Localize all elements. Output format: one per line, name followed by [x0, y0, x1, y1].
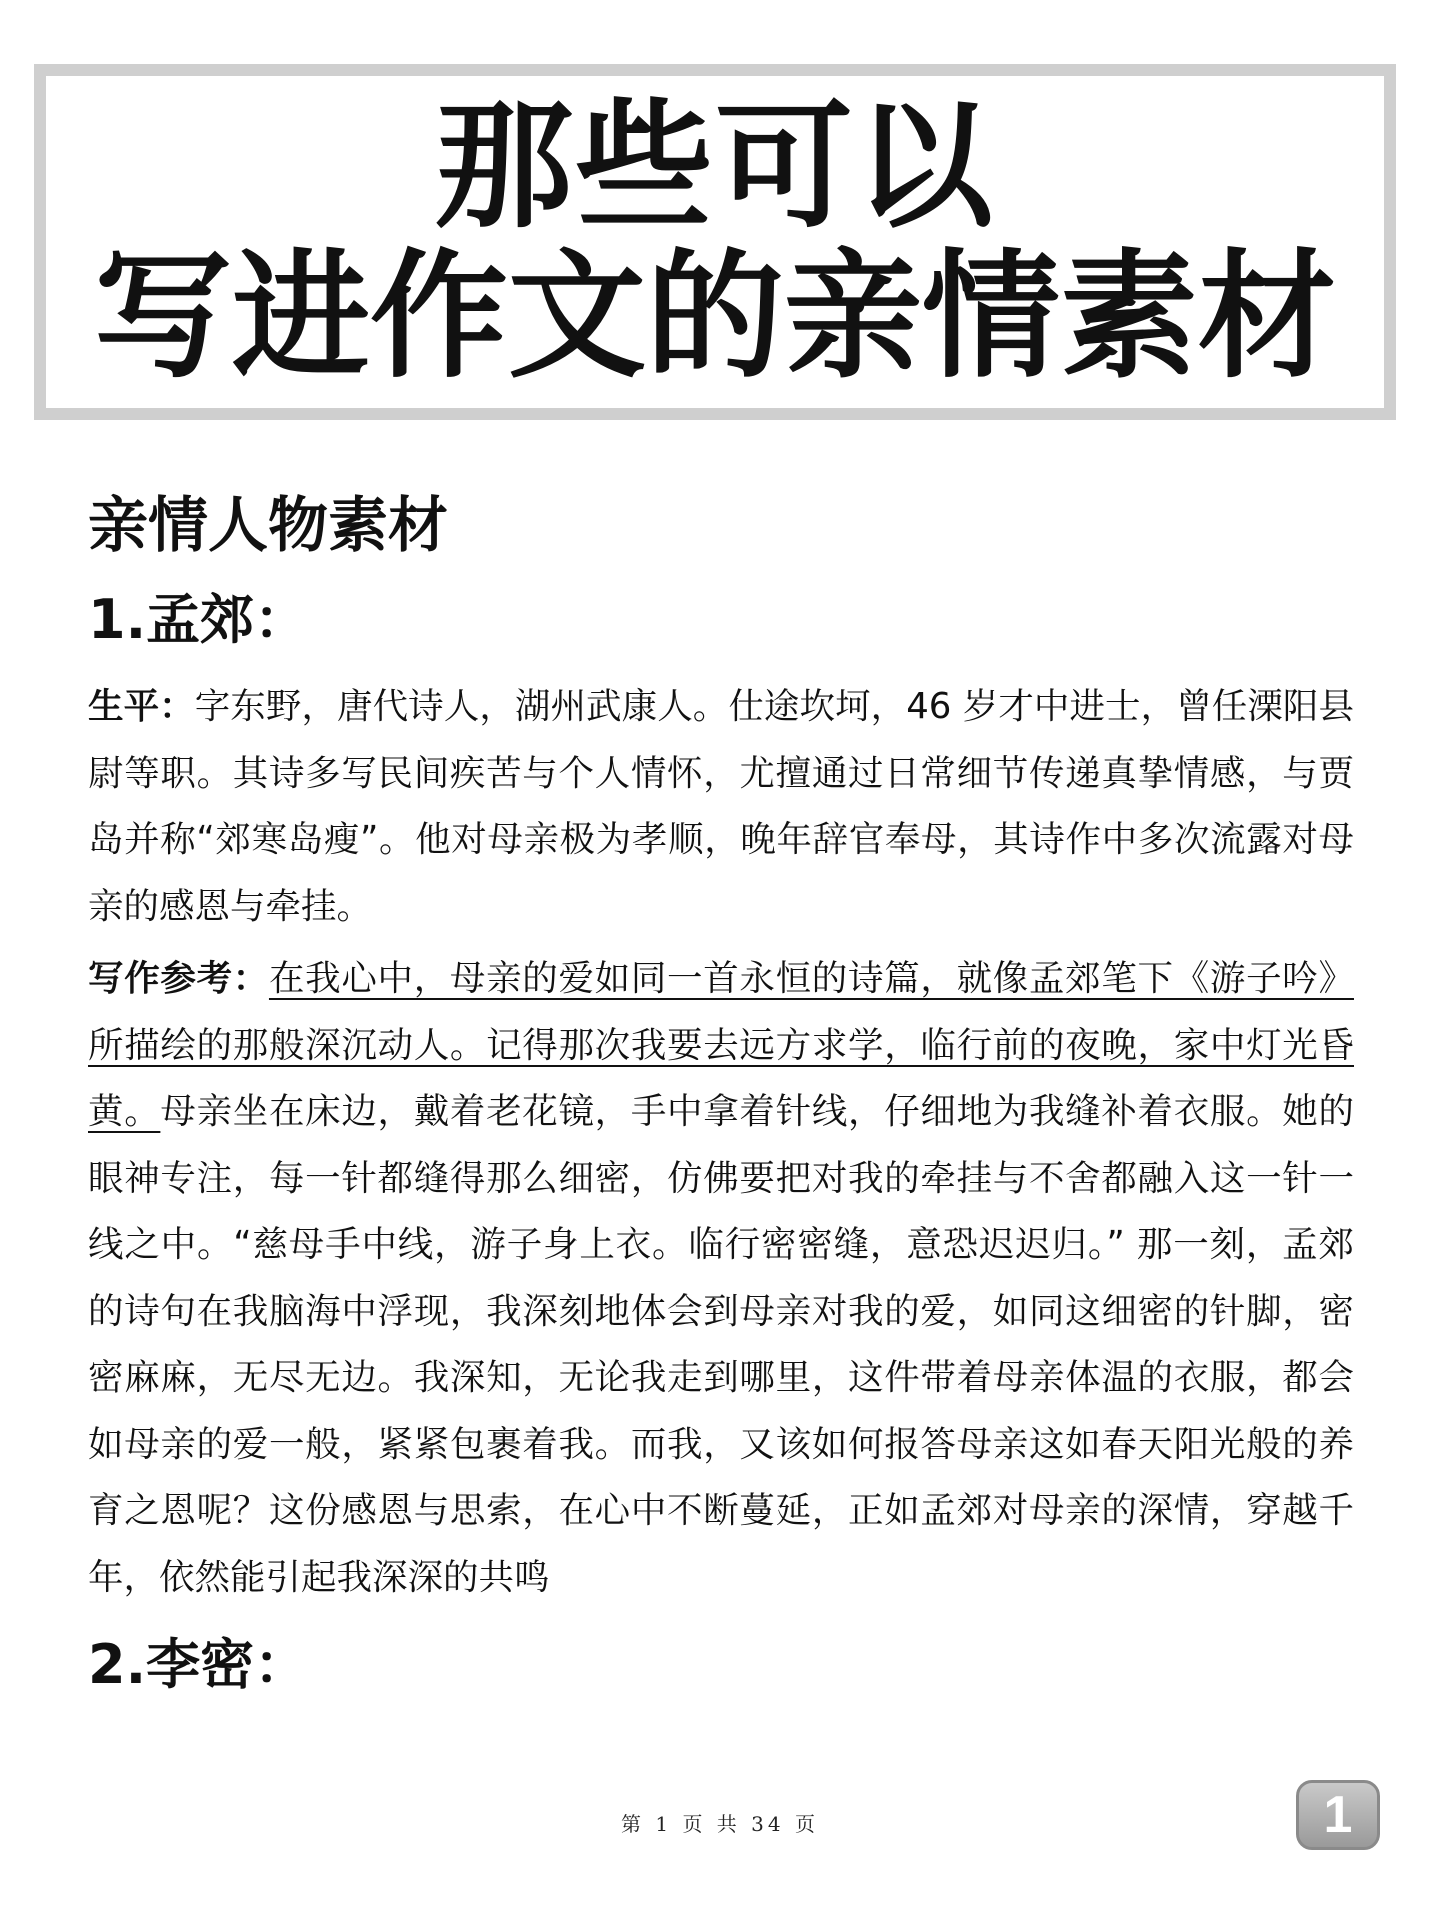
section-heading: 亲情人物素材 [88, 491, 448, 561]
title-line-2: 写进作文的亲情素材 [93, 236, 1336, 397]
document-body [88, 480, 1354, 1713]
page-footer: 第 1 页 共 34 页 [621, 1812, 819, 1836]
title-line-1: 那些可以 [434, 86, 995, 247]
writing-reference-text: 母亲坐在床边，戴着老花镜，手中拿着针线，仔细地为我缝补着衣服。她的眼神专注，每一针都缝得那么细密，仿佛要把对我的牵挂与不舍都融入这一针一线之中。“慈母手中线，游子身上衣。临行密密缝，意恐迟迟归。” 那一刻，孟郊的诗句在我脑海中浮现，我深刻地体会到母亲对我的爱，如同这细密的针脚，密密麻麻，无尽无边。我深知，无论我走到哪里，这件带着母亲体温的衣服，都会如母亲的爱一般，紧紧包裹着我。而我，又该如何报答母亲这如春天阳光般的养育之恩呢？这份感恩与思索，在心中不断蔓延，正如孟郊对母亲的深情，穿越千年，依然能引起我深深的共鸣 [88, 1091, 1354, 1598]
title-banner [34, 64, 1396, 420]
bio-label: 生平： [88, 686, 195, 727]
bio-text: 字东野，唐代诗人，湖州武康人。仕途坎坷，46 岁才中进士，曾任溧阳县尉等职。其诗多写民间疾苦与个人情怀，尤擅通过日常细节传递真挚情感，与贾岛并称“郊寒岛瘦”。他对母亲极为孝顺，晚年辞官奉母，其诗作中多次流露对母亲的感恩与牵挂。 [88, 686, 1354, 927]
writing-reference-label: 写作参考： [88, 958, 269, 999]
person-heading-mengjiao: 1.孟郊： [88, 588, 309, 651]
writing-reference-underlined-text: 在我心中，母亲的爱如同一首永恒的诗篇，就像孟郊笔下《游子吟》所描绘的那般深沉动人。记得那次我要去远方求学，临行前的夜晚，家中灯光昏黄。 [88, 958, 1354, 1132]
writing-reference-paragraph [88, 946, 1354, 1611]
page-number-badge: 1 [1296, 1780, 1380, 1850]
bio-paragraph [88, 674, 1354, 940]
person-heading-limi: 2.李密： [88, 1633, 309, 1696]
